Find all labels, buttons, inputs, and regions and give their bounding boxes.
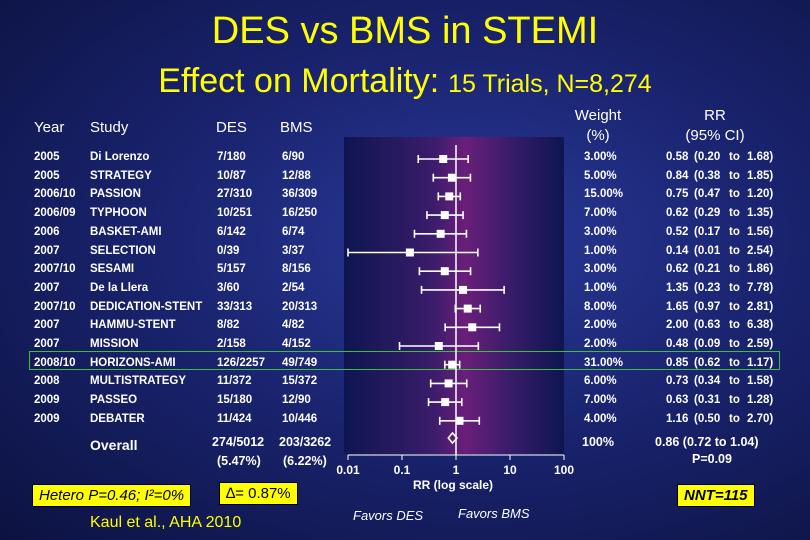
row-ci-to: to bbox=[729, 188, 740, 201]
row-study: HORIZONS-AMI bbox=[90, 356, 176, 369]
row-ci-high: 1.17) bbox=[747, 356, 774, 369]
row-bms: 12/88 bbox=[282, 169, 311, 182]
row-ci-to: to bbox=[729, 338, 740, 350]
row-year: 2009 bbox=[34, 412, 60, 425]
row-bms: 20/313 bbox=[282, 300, 318, 313]
row-ci-low: (0.31 bbox=[694, 394, 721, 407]
x-tick-label: 1 bbox=[452, 463, 460, 477]
row-rr: 0.62 bbox=[666, 263, 689, 276]
row-rr: 0.58 bbox=[666, 151, 689, 163]
row-ci-to: to bbox=[729, 151, 740, 163]
row-bms: 6/74 bbox=[282, 225, 305, 238]
row-study: DEDICATION-STENT bbox=[90, 300, 203, 313]
row-ci-to: to bbox=[729, 207, 740, 220]
row-ci-high: 2.59) bbox=[747, 338, 774, 350]
row-study: DEBATER bbox=[90, 412, 145, 425]
row-rr: 0.63 bbox=[666, 394, 689, 407]
row-study: HAMMU-STENT bbox=[90, 319, 176, 332]
row-bms: 15/372 bbox=[282, 375, 318, 388]
point-estimate bbox=[460, 286, 467, 293]
row-ci-high: 1.86) bbox=[747, 263, 774, 276]
point-estimate bbox=[445, 380, 452, 387]
row-weight: 8.00% bbox=[584, 300, 617, 313]
subtitle-prefix: Effect on Mortality: bbox=[158, 62, 440, 100]
row-ci-to: to bbox=[729, 394, 740, 407]
favors-bms-label: Favors BMS bbox=[458, 506, 530, 521]
row-ci-low: (0.47 bbox=[694, 188, 721, 201]
row-des: 10/87 bbox=[217, 169, 246, 182]
header-rr-line1: RR bbox=[704, 107, 726, 124]
row-ci-low: (0.09 bbox=[694, 338, 721, 350]
row-weight: 4.00% bbox=[584, 412, 617, 425]
row-study: SESAMI bbox=[90, 263, 135, 276]
row-weight: 2.00% bbox=[584, 338, 617, 350]
header-weight-line2: (%) bbox=[586, 127, 610, 144]
row-ci-low: (0.23 bbox=[694, 281, 721, 294]
row-ci-low: (0.20 bbox=[694, 151, 721, 163]
header-year: Year bbox=[34, 119, 65, 136]
row-year: 2007 bbox=[34, 244, 60, 257]
row-year: 2006 bbox=[34, 225, 60, 238]
row-year: 2009 bbox=[34, 394, 60, 407]
row-des: 10/251 bbox=[217, 207, 253, 220]
row-weight: 2.00% bbox=[584, 319, 617, 332]
header-rr-line2: (95% CI) bbox=[685, 127, 745, 144]
row-bms: 4/152 bbox=[282, 338, 311, 350]
row-ci-low: (0.97 bbox=[694, 300, 721, 313]
row-ci-to: to bbox=[729, 225, 740, 238]
row-ci-to: to bbox=[729, 375, 740, 388]
row-weight: 3.00% bbox=[584, 225, 617, 238]
row-ci-to: to bbox=[729, 356, 740, 369]
row-study: Di Lorenzo bbox=[90, 151, 150, 163]
axis-label: RR (log scale) bbox=[413, 478, 494, 492]
row-ci-low: (0.50 bbox=[694, 412, 721, 425]
row-ci-high: 1.28) bbox=[747, 394, 774, 407]
row-rr: 1.35 bbox=[666, 281, 689, 294]
row-ci-low: (0.38 bbox=[694, 169, 721, 182]
row-ci-high: 1.35) bbox=[747, 207, 774, 220]
row-study: SELECTION bbox=[90, 244, 156, 257]
overall-bms: 203/3262 bbox=[279, 435, 332, 449]
row-bms: 49/749 bbox=[282, 356, 318, 369]
overall-weight: 100% bbox=[582, 435, 614, 449]
row-weight: 1.00% bbox=[584, 281, 617, 294]
overall-p: P=0.09 bbox=[692, 452, 732, 466]
row-ci-high: 1.56) bbox=[747, 225, 774, 238]
row-ci-low: (0.63 bbox=[694, 319, 721, 332]
row-rr: 2.00 bbox=[666, 319, 689, 332]
row-year: 2005 bbox=[34, 169, 60, 182]
row-study: PASSION bbox=[90, 188, 141, 201]
row-weight: 7.00% bbox=[584, 207, 617, 220]
subtitle-count: 15 Trials, N=8,274 bbox=[448, 70, 652, 98]
row-ci-high: 7.78) bbox=[747, 281, 774, 294]
row-des: 5/157 bbox=[217, 263, 246, 276]
row-year: 2007/10 bbox=[34, 263, 76, 276]
row-des: 33/313 bbox=[217, 300, 253, 313]
row-bms: 4/82 bbox=[282, 319, 305, 332]
row-des: 6/142 bbox=[217, 225, 246, 238]
row-study: MULTISTRATEGY bbox=[90, 375, 187, 388]
row-ci-to: to bbox=[729, 263, 740, 276]
row-ci-to: to bbox=[729, 412, 740, 425]
row-bms: 10/446 bbox=[282, 412, 318, 425]
row-rr: 0.85 bbox=[666, 356, 689, 369]
row-ci-to: to bbox=[729, 281, 740, 294]
row-study: PASSEO bbox=[90, 394, 138, 407]
row-ci-high: 1.20) bbox=[747, 188, 774, 201]
row-bms: 12/90 bbox=[282, 394, 311, 407]
row-bms: 16/250 bbox=[282, 207, 318, 220]
x-tick-label: 0.01 bbox=[336, 463, 360, 477]
row-rr: 0.73 bbox=[666, 375, 689, 388]
row-year: 2007 bbox=[34, 281, 60, 294]
slide-title: DES vs BMS in STEMI bbox=[211, 10, 599, 52]
point-estimate bbox=[456, 417, 463, 424]
row-rr: 0.52 bbox=[666, 225, 689, 238]
row-ci-to: to bbox=[729, 319, 740, 332]
row-year: 2007 bbox=[34, 319, 60, 332]
row-weight: 5.00% bbox=[584, 169, 617, 182]
row-study: TYPHOON bbox=[90, 207, 147, 220]
row-des: 3/60 bbox=[217, 281, 240, 294]
overall-des: 274/5012 bbox=[212, 435, 265, 449]
row-weight: 1.00% bbox=[584, 244, 617, 257]
row-bms: 36/309 bbox=[282, 188, 318, 201]
row-year: 2008 bbox=[34, 375, 60, 388]
point-estimate bbox=[446, 193, 453, 200]
row-ci-to: to bbox=[729, 169, 740, 182]
x-tick-label: 0.1 bbox=[393, 463, 411, 477]
point-estimate bbox=[442, 399, 449, 406]
citation: Kaul et al., AHA 2010 bbox=[90, 514, 242, 531]
row-year: 2006/10 bbox=[34, 188, 76, 201]
row-des: 7/180 bbox=[217, 151, 246, 163]
point-estimate bbox=[469, 324, 476, 331]
row-ci-high: 6.38) bbox=[747, 319, 774, 332]
row-weight: 3.00% bbox=[584, 151, 617, 163]
row-study: BASKET-AMI bbox=[90, 225, 162, 238]
header-study: Study bbox=[90, 119, 129, 136]
row-weight: 31.00% bbox=[584, 356, 624, 369]
row-ci-high: 1.68) bbox=[747, 151, 774, 163]
row-rr: 0.75 bbox=[666, 188, 689, 201]
point-estimate bbox=[437, 230, 444, 237]
x-tick-label: 100 bbox=[553, 463, 575, 477]
row-rr: 0.48 bbox=[666, 338, 689, 350]
row-year: 2007/10 bbox=[34, 300, 76, 313]
row-des: 15/180 bbox=[217, 394, 253, 407]
favors-des-label: Favors DES bbox=[353, 508, 424, 523]
row-des: 8/82 bbox=[217, 319, 240, 332]
row-study: MISSION bbox=[90, 338, 139, 350]
overall-label: Overall bbox=[90, 437, 138, 453]
point-estimate bbox=[435, 343, 442, 350]
row-des: 27/310 bbox=[217, 188, 253, 201]
row-bms: 8/156 bbox=[282, 263, 311, 276]
row-des: 2/158 bbox=[217, 338, 246, 350]
row-year: 2007 bbox=[34, 338, 60, 350]
row-rr: 0.84 bbox=[666, 169, 689, 182]
row-study: STRATEGY bbox=[90, 169, 152, 182]
point-estimate bbox=[406, 249, 413, 256]
row-year: 2006/09 bbox=[34, 207, 76, 220]
row-ci-high: 2.70) bbox=[747, 412, 774, 425]
row-rr: 0.14 bbox=[666, 244, 689, 257]
row-ci-low: (0.01 bbox=[694, 244, 721, 257]
row-ci-high: 2.54) bbox=[747, 244, 774, 257]
row-ci-to: to bbox=[729, 300, 740, 313]
row-ci-low: (0.34 bbox=[694, 375, 721, 388]
heterogeneity-box: Hetero P=0.46; I²=0% bbox=[32, 484, 191, 507]
row-year: 2008/10 bbox=[34, 356, 76, 369]
row-des: 11/424 bbox=[217, 412, 252, 425]
row-weight: 6.00% bbox=[584, 375, 617, 388]
risk-difference-box: ∆= 0.87% bbox=[219, 482, 298, 505]
row-bms: 6/90 bbox=[282, 151, 305, 163]
point-estimate bbox=[448, 174, 455, 181]
header-weight-line1: Weight bbox=[574, 107, 622, 124]
point-estimate bbox=[441, 212, 448, 219]
row-ci-high: 2.81) bbox=[747, 300, 774, 313]
row-bms: 3/37 bbox=[282, 244, 305, 257]
row-rr: 1.65 bbox=[666, 300, 689, 313]
row-weight: 15.00% bbox=[584, 188, 624, 201]
point-estimate bbox=[449, 361, 456, 368]
nnt-box: NNT=115 bbox=[677, 484, 755, 507]
row-study: De la Llera bbox=[90, 281, 149, 294]
row-ci-high: 1.85) bbox=[747, 169, 774, 182]
overall-rr: 0.86 (0.72 to 1.04) bbox=[655, 435, 759, 449]
row-ci-low: (0.17 bbox=[694, 225, 721, 238]
row-des: 126/2257 bbox=[217, 356, 265, 369]
point-estimate bbox=[464, 305, 471, 312]
row-des: 11/372 bbox=[217, 375, 252, 388]
row-ci-high: 1.58) bbox=[747, 375, 774, 388]
row-rr: 1.16 bbox=[666, 412, 689, 425]
row-ci-low: (0.29 bbox=[694, 207, 721, 220]
row-ci-low: (0.62 bbox=[694, 356, 721, 369]
row-bms: 2/54 bbox=[282, 281, 305, 294]
row-des: 0/39 bbox=[217, 244, 240, 257]
row-weight: 3.00% bbox=[584, 263, 617, 276]
overall-bms-pct: (6.22%) bbox=[283, 454, 327, 468]
row-ci-to: to bbox=[729, 244, 740, 257]
row-weight: 7.00% bbox=[584, 394, 617, 407]
header-bms: BMS bbox=[280, 119, 313, 136]
point-estimate bbox=[440, 156, 447, 163]
point-estimate bbox=[441, 268, 448, 275]
x-tick-label: 10 bbox=[503, 463, 517, 477]
overall-des-pct: (5.47%) bbox=[217, 454, 261, 468]
row-year: 2005 bbox=[34, 151, 60, 163]
row-rr: 0.62 bbox=[666, 207, 689, 220]
row-ci-low: (0.21 bbox=[694, 263, 721, 276]
header-des: DES bbox=[216, 119, 247, 136]
